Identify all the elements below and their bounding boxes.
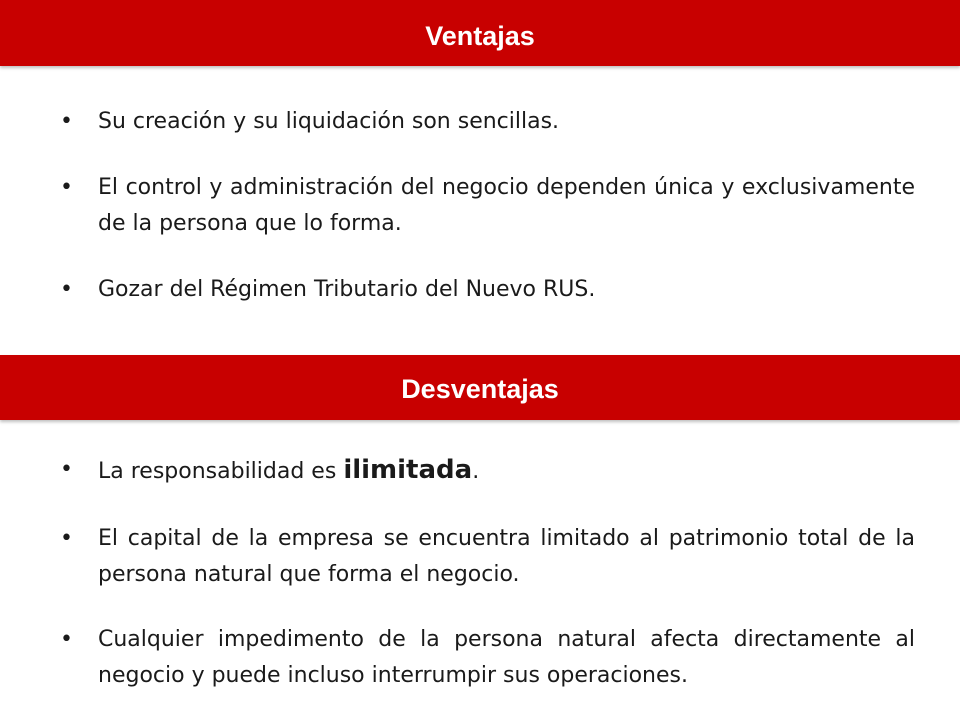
desventajas-item-2: El capital de la empresa se encuentra limitado al patrimonio total de la persona natural que forma el negocio. [98,526,915,587]
ventajas-item-2: El control y administración del negocio dependen única y exclusivamente de la persona que lo forma. [98,175,915,236]
desventajas-header [0,355,960,420]
bullet-icon: • [60,277,73,302]
bullet-icon: • [60,175,73,200]
ventajas-header [0,0,960,66]
desventajas-item-1-suffix: . [472,459,480,484]
bullet-icon: • [60,457,73,482]
ventajas-item-1: Su creación y su liquidación son sencillas. [98,109,560,134]
desventajas-item-1-prefix: La responsabilidad es [98,459,344,484]
bullet-icon: • [60,109,73,134]
ventajas-item-3: Gozar del Régimen Tributario del Nuevo RUS. [98,277,596,302]
bullet-icon: • [60,627,73,652]
desventajas-item-1-emphasis: ilimitada [343,455,473,485]
bullet-icon: • [60,526,73,551]
desventajas-item-3: Cualquier impedimento de la persona natural afecta directamente al negocio y puede incluso interrumpir sus operaciones. [98,627,915,688]
desventajas-item-1 [98,452,915,490]
desventajas-title: Desventajas [401,374,559,404]
ventajas-title: Ventajas [425,21,535,51]
